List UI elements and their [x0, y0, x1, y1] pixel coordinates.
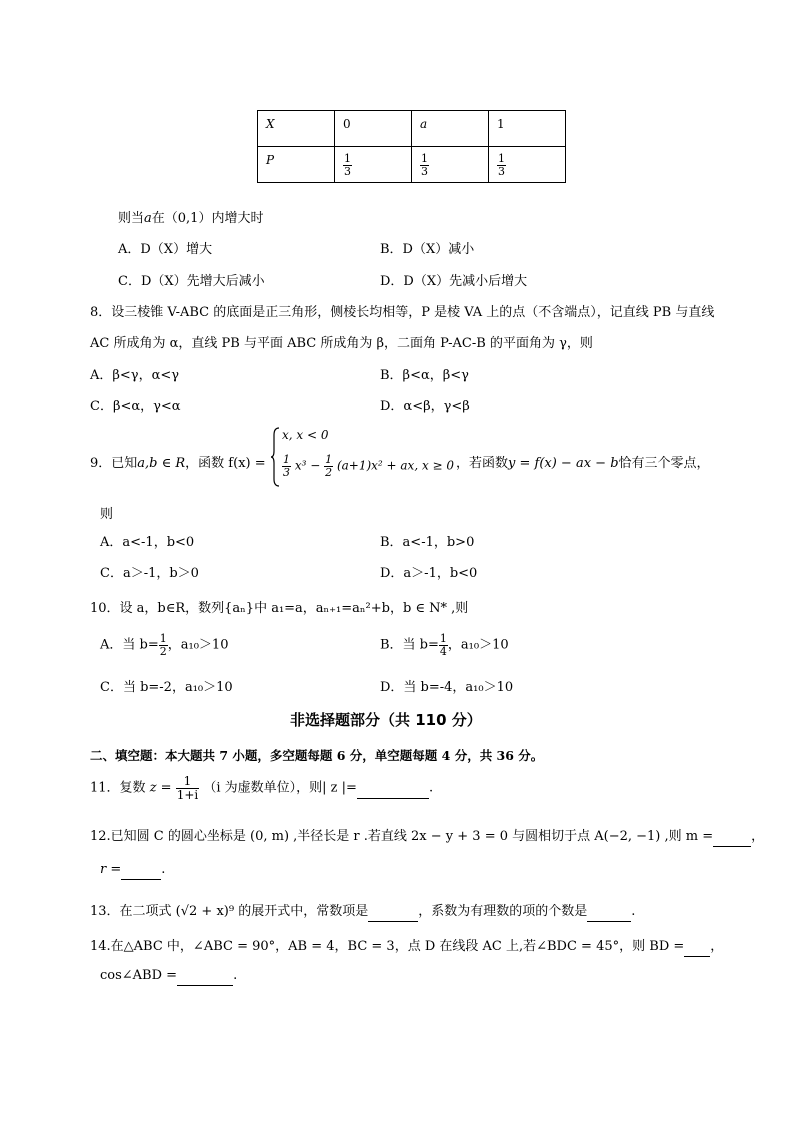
q14-line2: cos∠ABD = . [100, 968, 237, 986]
q8-option-d: D．α<β，γ<β [380, 399, 470, 414]
q14-line1: 14.在△ABC 中，∠ABC = 90°，AB = 4，BC = 3，点 D 在线段 AC 上,若∠BDC = 45°，则 BD = ， [90, 935, 723, 957]
q10-option-d: D．当 b=-4，a₁₀＞10 [380, 680, 514, 695]
table-cell [412, 147, 489, 183]
table-cell [335, 147, 412, 183]
q9-option-d: D．a＞-1，b<0 [380, 566, 478, 581]
fraction: $\frac{1}{2}$ [159, 632, 167, 658]
fraction: $\frac{1}{2}$ [325, 453, 333, 479]
q9-suffix: ，若函数y = f(x) − ax − b恰有三个零点， [456, 456, 710, 471]
fraction: $\frac{1}{3}$ [283, 453, 290, 479]
table-cell: 1 [489, 111, 566, 147]
answer-blank[interactable] [357, 783, 429, 799]
q8-option-c: C．β<α，γ<α [90, 399, 181, 414]
q7-option-b: B．D（X）减小 [380, 242, 475, 257]
table-row [258, 111, 566, 147]
q10-option-c: C．当 b=-2，a₁₀＞10 [100, 680, 233, 695]
q10-stem: 10．设 a，b∈R，数列{aₙ}中 a₁=a，aₙ₊₁=aₙ²+b，b ∈ N* ,则 [90, 601, 469, 616]
fraction: $\frac{1}{3}$ [344, 152, 351, 178]
answer-blank[interactable] [713, 831, 751, 847]
table-row [258, 147, 566, 183]
q7-option-d: D．D（X）先减小后增大 [380, 274, 528, 289]
q9-case1: x, x < 0 [282, 428, 329, 442]
fraction: $\frac{1}{3}$ [498, 152, 505, 178]
q10-option-a: A．当 b= $\frac{1}{2}$ ，a₁₀＞10 [100, 632, 229, 658]
answer-blank[interactable] [121, 864, 161, 880]
fraction: $\frac{1}{4}$ [439, 632, 447, 658]
table-cell: X [258, 111, 335, 147]
table-cell: a [412, 111, 489, 147]
piecewise-brace [270, 427, 280, 487]
q9-option-b: B．a<-1，b>0 [380, 535, 475, 550]
section-title: 非选择题部分（共 110 分） [290, 711, 482, 729]
fraction: $\frac{1}{3}$ [421, 152, 428, 178]
answer-blank[interactable] [368, 906, 418, 922]
q10-option-b: B．当 b= $\frac{1}{4}$ ，a₁₀＞10 [380, 632, 509, 658]
answer-blank[interactable] [177, 970, 233, 986]
q7-option-c: C．D（X）先增大后减小 [118, 274, 265, 289]
q9-option-c: C．a＞-1，b＞0 [100, 566, 199, 581]
q12-line2: r = . [100, 862, 165, 880]
q8-stem-line1: 8．设三棱锥 V-ABC 的底面是正三角形，侧棱长均相等，P 是棱 VA 上的点（不含端点），记直线 PB 与直线 [90, 305, 715, 320]
section-instructions: 二、填空题：本大题共 7 小题，多空题每题 6 分，单空题每题 4 分，共 36 分。 [90, 748, 544, 763]
table-cell: P [258, 147, 335, 183]
q9-option-a: A．a<-1，b<0 [100, 535, 195, 550]
answer-blank[interactable] [587, 906, 631, 922]
q13: 13．在二项式 (√2 + x)⁹ 的展开式中，常数项是 ，系数为有理数的项的个数是 . [90, 900, 635, 922]
table-cell: 0 [335, 111, 412, 147]
q8-option-a: A．β<γ，α<γ [90, 368, 180, 383]
q7-option-a: A．D（X）增大 [118, 242, 213, 257]
q9-prefix: 9．已知a,b ∈ R，函数 f(x) = [90, 456, 266, 471]
distribution-table [257, 110, 566, 183]
q9-case2: $\frac{1}{3}$ x³ − $\frac{1}{2}$ (a+1)x² + ax, x ≥ 0 [283, 453, 455, 479]
q8-option-b: B．β<α，β<γ [380, 368, 469, 383]
table-cell [489, 147, 566, 183]
fraction: $\frac{1}{1+i}$ [176, 774, 199, 802]
answer-blank[interactable] [684, 941, 710, 957]
q11: 11．复数 z = $\frac{1}{1+i}$ （i 为虚数单位），则| z |= . [90, 774, 434, 802]
q12-line1: 12.已知圆 C 的圆心坐标是 (0, m) ,半径长是 r .若直线 2x − y + 3 = 0 与圆相切于点 A(−2, −1) ,则 m = ， [90, 825, 764, 847]
q8-stem-line2: AC 所成角为 α，直线 PB 与平面 ABC 所成角为 β，二面角 P-AC-B 的平面角为 γ，则 [90, 336, 593, 351]
q9-then: 则 [100, 507, 114, 522]
q7-stem: 则当a在（0,1）内增大时 [118, 211, 264, 226]
